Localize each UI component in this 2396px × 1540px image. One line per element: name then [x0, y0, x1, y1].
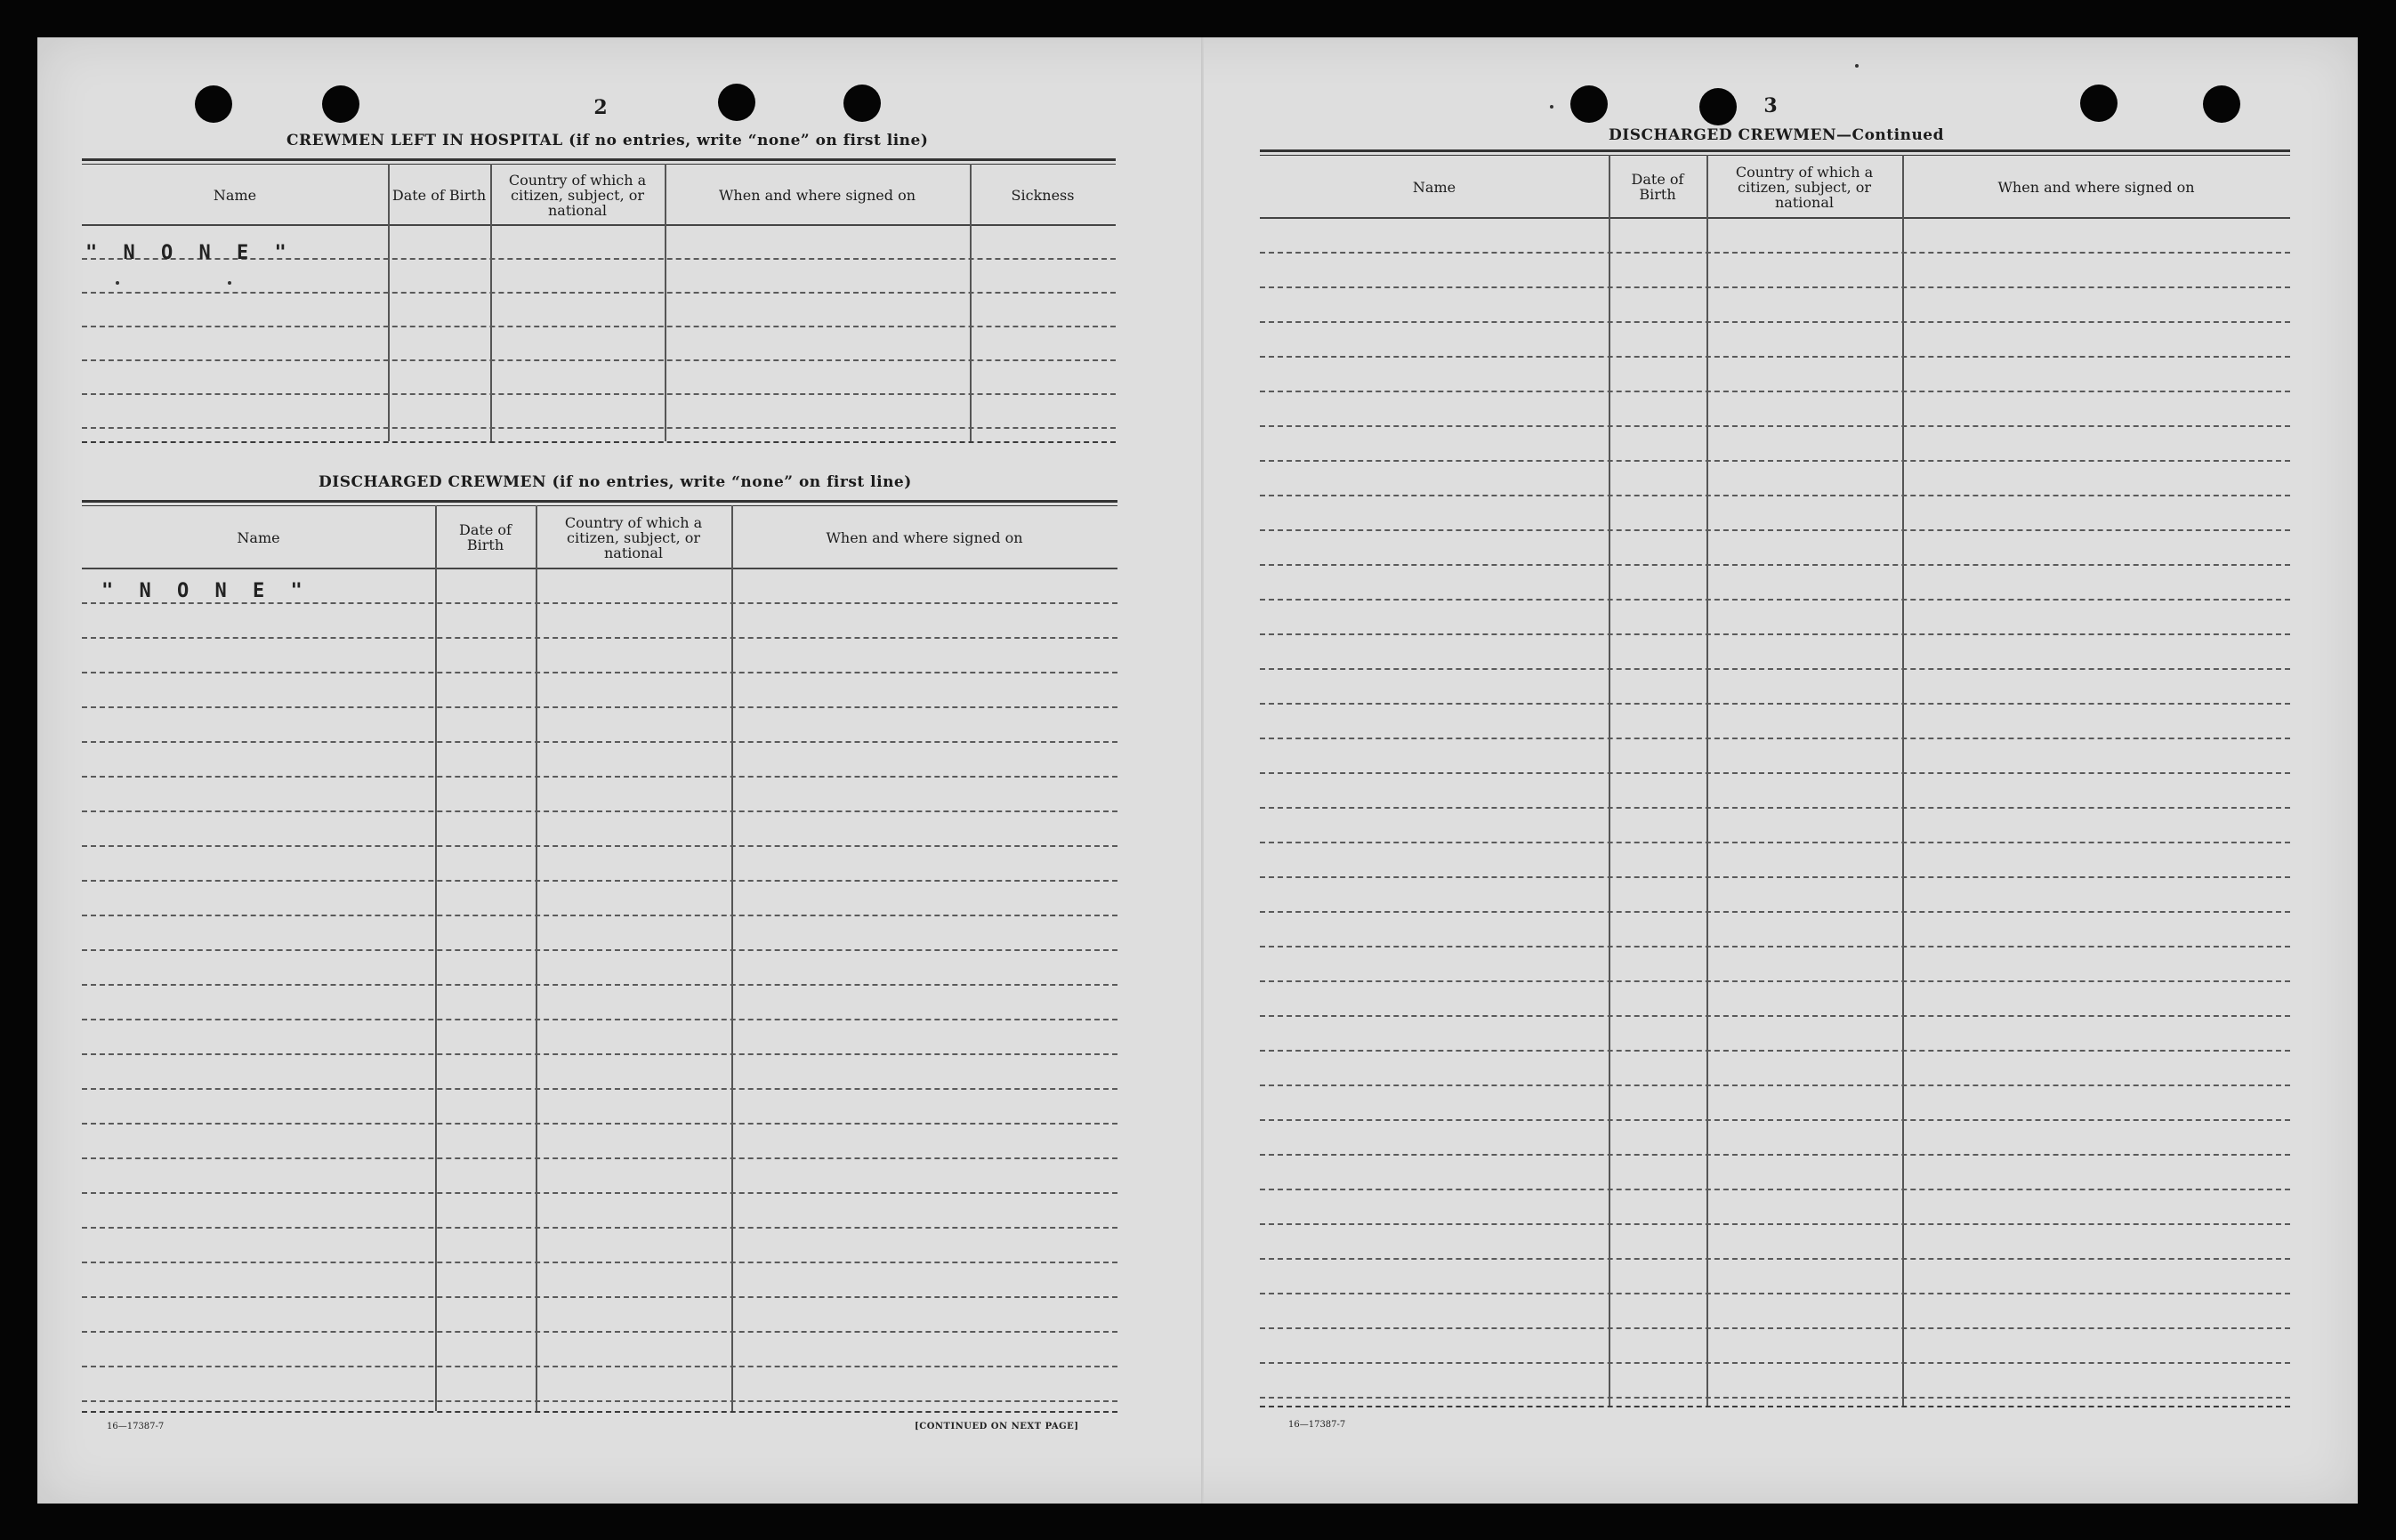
entry-line	[82, 393, 1116, 395]
column-divider	[731, 505, 733, 1411]
entry-line	[1260, 1397, 2290, 1399]
entry-line	[82, 1296, 1117, 1298]
page-fold	[1201, 37, 1204, 1504]
continued-note: [CONTINUED ON NEXT PAGE]	[915, 1422, 1079, 1431]
entry-line	[1260, 321, 2290, 323]
discharged-note: (if no entries, write “none” on first line)	[552, 473, 912, 491]
entry-line	[82, 602, 1117, 604]
entry-line	[1260, 980, 2290, 982]
punch-hole	[322, 85, 359, 123]
punch-hole	[1570, 85, 1608, 123]
header-bottom-rule	[82, 224, 1116, 226]
entry-line	[82, 1088, 1117, 1090]
entry-line	[82, 1053, 1117, 1055]
table-bottom-rule	[1260, 1406, 2290, 1407]
entry-line	[82, 741, 1117, 743]
entry-line	[1260, 529, 2290, 531]
typed-entry-none: " N O N E "	[85, 242, 294, 264]
entry-line	[82, 810, 1117, 812]
punch-hole	[843, 85, 881, 122]
entry-line	[1260, 738, 2290, 739]
entry-line	[82, 880, 1117, 882]
entry-line	[1260, 668, 2290, 670]
entry-line	[82, 1400, 1117, 1402]
entry-line	[1260, 1189, 2290, 1190]
entry-line	[82, 1262, 1117, 1263]
entry-line	[1260, 286, 2290, 288]
table-top-rule-thin	[1260, 155, 2290, 156]
entry-line	[82, 845, 1117, 847]
entry-line	[1260, 1362, 2290, 1364]
column-header: Sickness	[1011, 186, 1075, 204]
entry-line	[82, 326, 1116, 327]
entry-line	[82, 1366, 1117, 1367]
discharged-section-title	[319, 473, 912, 491]
entry-line	[82, 427, 1116, 429]
typed-entry-none: " N O N E "	[101, 580, 310, 602]
entry-line	[82, 1192, 1117, 1194]
entry-line	[82, 1019, 1117, 1020]
table-top-rule	[1260, 149, 2290, 152]
column-divider	[536, 505, 537, 1411]
column-header: Date of Birth	[1631, 171, 1684, 203]
table-bottom-rule	[82, 1411, 1117, 1413]
column-header: When and where signed on	[718, 186, 916, 204]
entry-line	[1260, 772, 2290, 774]
column-header: Country of which a citizen, subject, or national	[564, 513, 703, 561]
entry-line	[1260, 495, 2290, 496]
continued-title-suffix: —Continued	[1836, 126, 1945, 144]
entry-line	[1260, 1084, 2290, 1086]
column-header: Country of which a citizen, subject, or national	[508, 171, 647, 219]
entry-line	[1260, 252, 2290, 254]
entry-line	[1260, 1327, 2290, 1329]
entry-line	[1260, 1223, 2290, 1225]
entry-line	[1260, 1258, 2290, 1260]
header-bottom-rule	[1260, 217, 2290, 219]
form-code-left: 16—17387-7	[107, 1422, 165, 1431]
column-divider	[388, 164, 390, 441]
column-header: Date of Birth	[391, 186, 487, 204]
column-header: Country of which a citizen, subject, or national	[1735, 163, 1874, 211]
entry-line	[1260, 599, 2290, 601]
entry-line	[1260, 460, 2290, 462]
entry-line	[1260, 876, 2290, 878]
entry-line	[82, 915, 1117, 916]
entry-line	[1260, 564, 2290, 566]
entry-line	[1260, 391, 2290, 392]
paper-speck	[1855, 64, 1859, 68]
paper-speck	[116, 281, 119, 285]
continued-title: DISCHARGED CREWMEN	[1609, 126, 1837, 144]
entry-line	[82, 672, 1117, 673]
table-top-rule	[82, 158, 1116, 161]
punch-hole	[718, 84, 755, 121]
entry-line	[82, 1123, 1117, 1125]
table-top-rule-thin	[82, 164, 1116, 165]
column-divider	[1902, 155, 1904, 1406]
entry-line	[1260, 356, 2290, 358]
entry-line	[82, 359, 1116, 361]
column-divider	[490, 164, 492, 441]
page-number-right: 3	[1763, 94, 1778, 117]
entry-line	[1260, 703, 2290, 705]
continued-section-title	[1609, 126, 1944, 144]
punch-hole	[195, 85, 232, 123]
column-divider	[1706, 155, 1708, 1406]
entry-line	[1260, 1154, 2290, 1156]
hospital-section-title	[286, 132, 928, 149]
header-bottom-rule	[82, 568, 1117, 569]
entry-line	[1260, 1015, 2290, 1017]
form-code-right: 16—17387-7	[1288, 1420, 1346, 1430]
entry-line	[82, 292, 1116, 294]
punch-hole	[2080, 85, 2118, 122]
table-top-rule-thin	[82, 505, 1117, 506]
table-top-rule	[82, 500, 1117, 503]
column-header: Name	[213, 186, 257, 204]
column-divider	[435, 505, 437, 1411]
column-header: Name	[1412, 178, 1456, 196]
paper-speck	[1550, 105, 1553, 109]
entry-line	[82, 706, 1117, 708]
column-header: When and where signed on	[826, 528, 1023, 546]
hospital-title: CREWMEN LEFT IN HOSPITAL	[286, 132, 563, 149]
entry-line	[1260, 842, 2290, 843]
punch-hole	[2203, 85, 2240, 123]
entry-line	[1260, 911, 2290, 913]
entry-line	[1260, 1050, 2290, 1052]
page-number-left: 2	[593, 96, 608, 119]
entry-line	[82, 1227, 1117, 1229]
entry-line	[82, 637, 1117, 639]
column-header: Date of Birth	[459, 521, 512, 553]
entry-line	[82, 984, 1117, 986]
column-header: Name	[237, 528, 280, 546]
punch-hole	[1699, 88, 1737, 125]
entry-line	[1260, 807, 2290, 809]
entry-line	[1260, 1119, 2290, 1121]
column-divider	[1609, 155, 1610, 1406]
discharged-title: DISCHARGED CREWMEN	[319, 473, 547, 491]
column-header: When and where signed on	[1997, 178, 2195, 196]
paper-speck	[228, 281, 231, 285]
entry-line	[1260, 1293, 2290, 1294]
entry-line	[82, 1331, 1117, 1333]
hospital-note: (if no entries, write “none” on first line)	[569, 132, 929, 149]
column-divider	[665, 164, 666, 441]
entry-line	[82, 776, 1117, 778]
entry-line	[1260, 425, 2290, 427]
entry-line	[82, 949, 1117, 951]
entry-line	[82, 1157, 1117, 1159]
entry-line	[1260, 633, 2290, 635]
table-bottom-rule	[82, 441, 1116, 443]
entry-line	[1260, 946, 2290, 947]
column-divider	[970, 164, 972, 441]
